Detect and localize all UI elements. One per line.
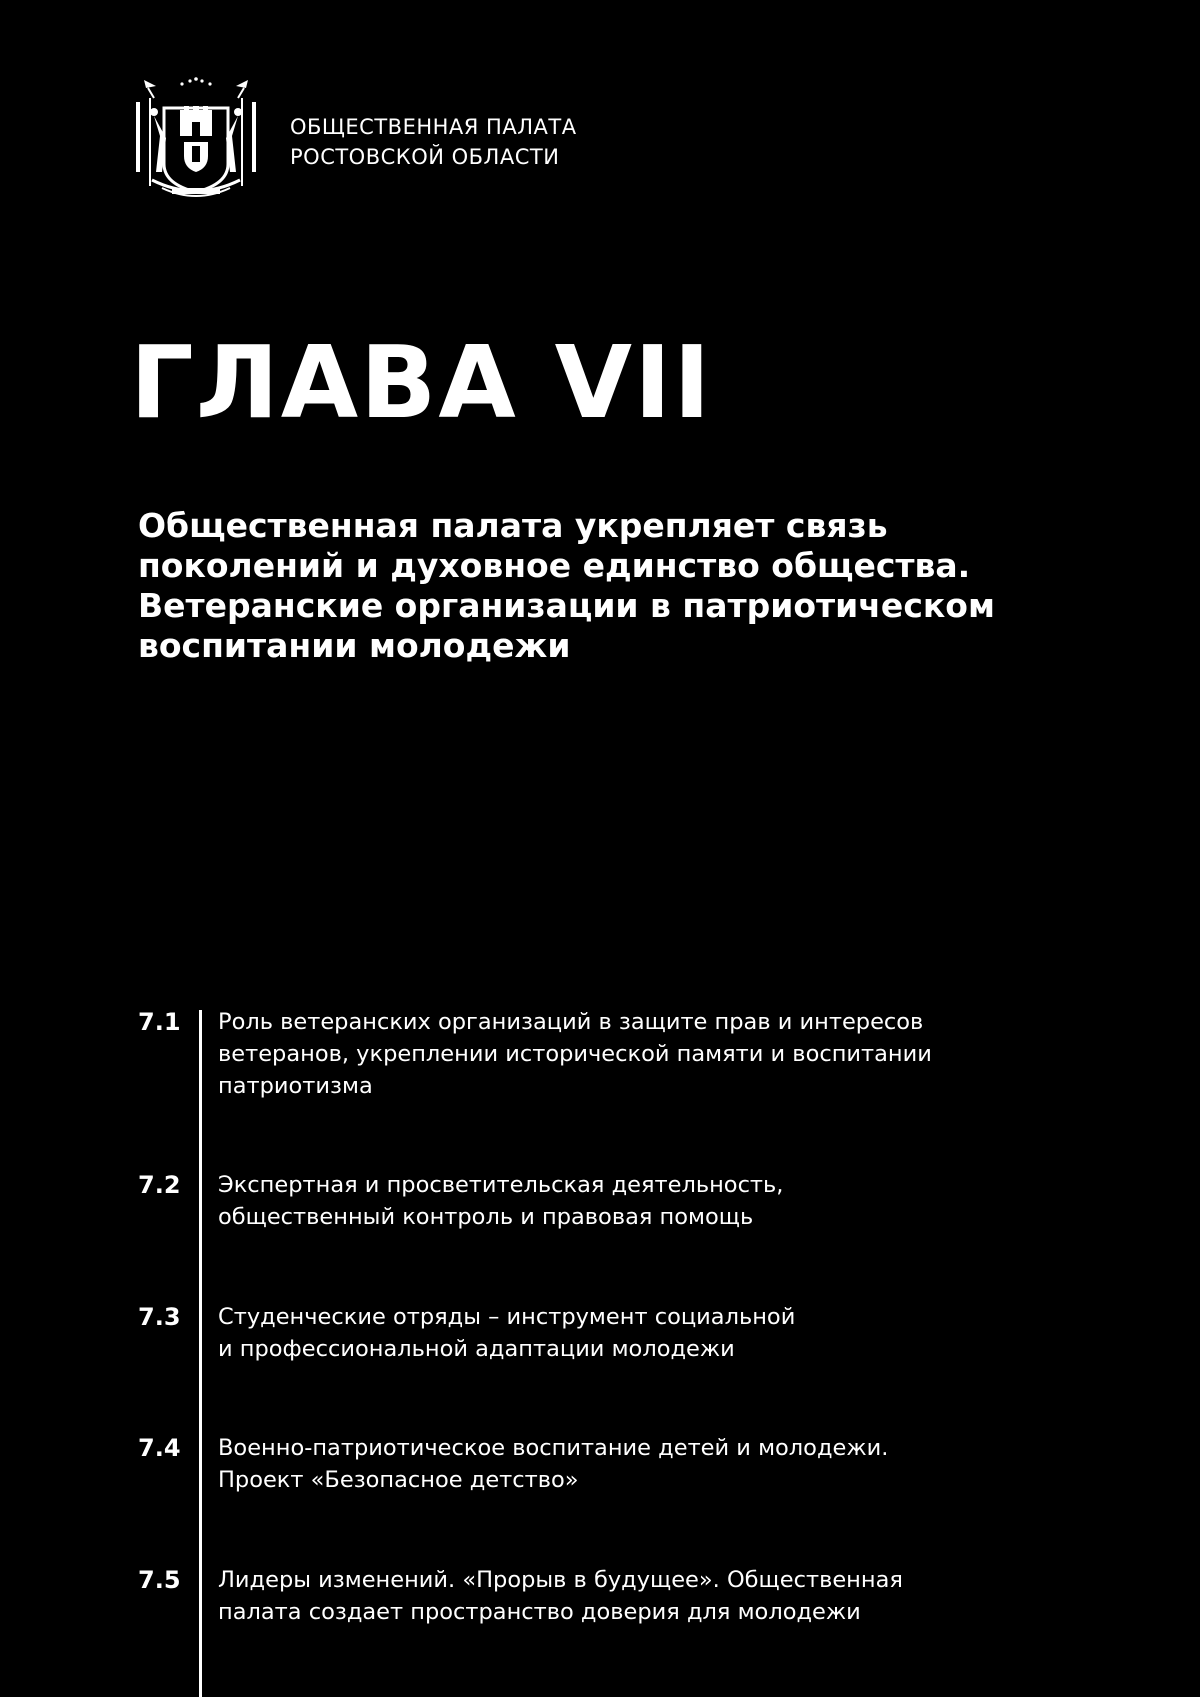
toc-item-title-line: общественный контроль и правовая помощь xyxy=(218,1204,754,1230)
toc-item-title xyxy=(218,1301,1038,1365)
chapter-subtitle-line: Общественная палата укрепляет связь xyxy=(138,506,888,545)
toc-item-title-line: Военно-патриотическое воспитание детей и молодежи. xyxy=(218,1435,889,1461)
toc-item-title-line: патриотизма xyxy=(218,1073,373,1099)
toc-item-title xyxy=(218,1432,1038,1496)
toc-item-title-line: Экспертная и просветительская деятельность, xyxy=(218,1172,784,1198)
toc-item-number: 7.5 xyxy=(138,1566,181,1594)
rostov-oblast-coat-of-arms-icon xyxy=(132,76,260,204)
org-name-line-2: РОСТОВСКОЙ ОБЛАСТИ xyxy=(290,145,560,169)
chapter-title: ГЛАВА VII xyxy=(130,324,713,441)
chapter-subtitle-line: воспитании молодежи xyxy=(138,626,571,665)
toc-item-title-line: и профессиональной адаптации молодежи xyxy=(218,1336,735,1362)
toc-item-title xyxy=(218,1006,1038,1102)
chapter-subtitle-line: поколений и духовное единство общества. xyxy=(138,546,971,585)
toc-item-title-line: Проект «Безопасное детство» xyxy=(218,1467,579,1493)
org-name xyxy=(290,112,577,172)
toc-item-title-line: ветеранов, укреплении исторической памяти и воспитании xyxy=(218,1041,932,1067)
toc-item-title xyxy=(218,1169,1038,1233)
chapter-subtitle-line: Ветеранские организации в патриотическом xyxy=(138,586,995,625)
chapter-subtitle xyxy=(138,506,1098,666)
toc-item-title-line: Студенческие отряды – инструмент социальной xyxy=(218,1304,796,1330)
toc-item-number: 7.3 xyxy=(138,1303,181,1331)
toc-item-title-line: палата создает пространство доверия для молодежи xyxy=(218,1599,861,1625)
toc-item-number: 7.4 xyxy=(138,1434,181,1462)
toc-item-title xyxy=(218,1564,1038,1628)
toc-item-number: 7.2 xyxy=(138,1171,181,1199)
org-name-line-1: ОБЩЕСТВЕННАЯ ПАЛАТА xyxy=(290,115,577,139)
toc-item-number: 7.1 xyxy=(138,1008,181,1036)
org-header xyxy=(132,76,732,206)
toc-divider xyxy=(199,1010,202,1697)
toc-item-title-line: Роль ветеранских организаций в защите прав и интересов xyxy=(218,1009,924,1035)
toc-item-title-line: Лидеры изменений. «Прорыв в будущее». Общественная xyxy=(218,1567,903,1593)
